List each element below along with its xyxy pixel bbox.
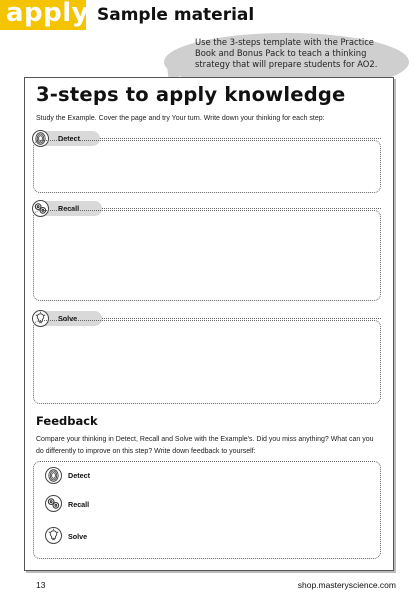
feedback-label-recall: Recall bbox=[68, 500, 90, 509]
solve-answer-box[interactable] bbox=[33, 320, 381, 404]
gears-icon bbox=[45, 495, 62, 512]
logo-text: apply bbox=[6, 0, 90, 28]
callout-text: Use the 3-steps template with the Practice Book and Bonus Pack to teach a thinking strategy that will prepare students for AO2. bbox=[195, 37, 378, 69]
feedback-instructions: Compare your thinking in Detect, Recall and Solve with the Example's. Did you miss anything? What can you do differently to improve on this step? Write down feedback to yourself: bbox=[36, 436, 374, 455]
worksheet-title: 3-steps to apply knowledge bbox=[36, 83, 346, 106]
step-divider bbox=[102, 318, 381, 319]
step-divider bbox=[100, 138, 381, 139]
step-divider bbox=[102, 208, 381, 209]
step-label-text: Detect bbox=[58, 134, 80, 143]
step-label-text: Recall bbox=[58, 204, 80, 213]
feedback-label-detect: Detect bbox=[68, 471, 90, 480]
detect-answer-box[interactable] bbox=[33, 140, 381, 193]
step-label-text: Solve bbox=[58, 314, 78, 323]
page-number: 13 bbox=[36, 580, 46, 590]
lightbulb-icon bbox=[45, 527, 62, 544]
recall-answer-box[interactable] bbox=[33, 210, 381, 301]
apply-logo bbox=[0, 0, 90, 30]
feedback-label-solve: Solve bbox=[68, 532, 88, 541]
header-title: Sample material bbox=[97, 5, 255, 25]
website-link[interactable]: shop.masteryscience.com bbox=[297, 580, 396, 590]
feedback-title: Feedback bbox=[36, 414, 98, 428]
fingerprint-icon bbox=[45, 467, 62, 484]
worksheet-instructions: Study the Example. Cover the page and try Your turn. Write down your thinking for each step: bbox=[36, 115, 325, 122]
